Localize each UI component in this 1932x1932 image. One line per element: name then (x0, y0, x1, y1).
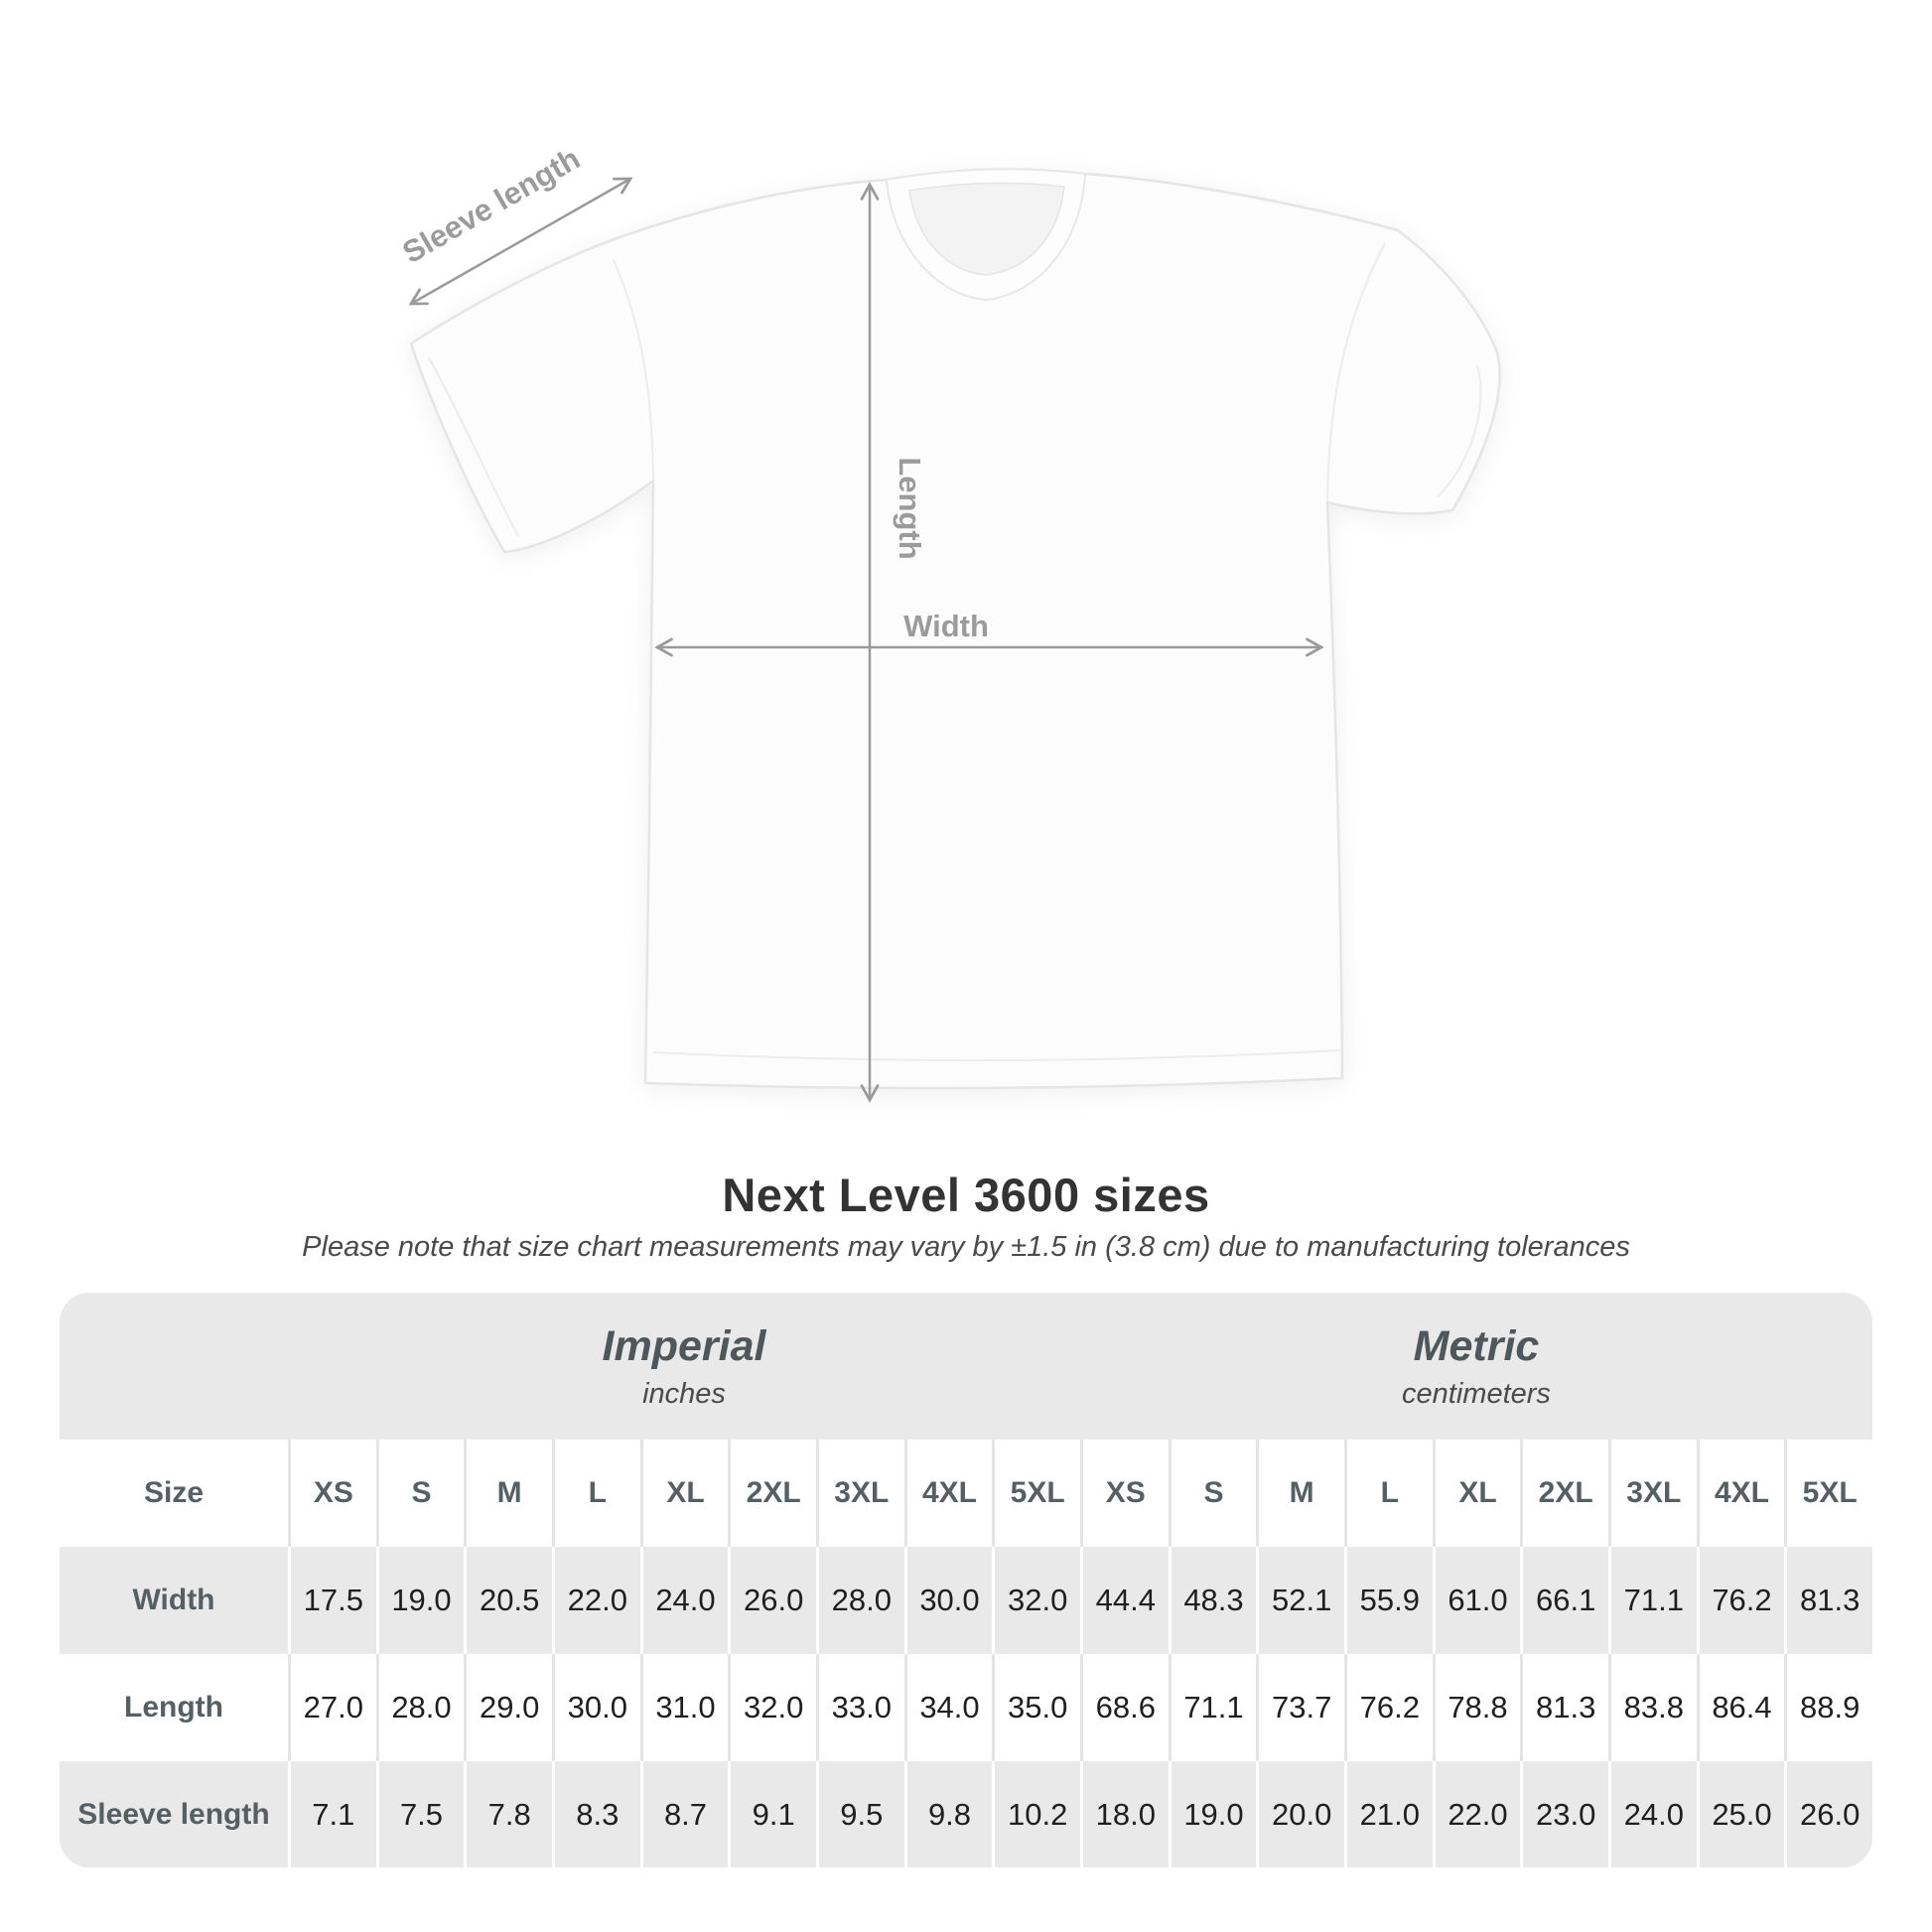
column-header-imperial-xl: XL (640, 1440, 729, 1547)
value-imperial-l: 22.0 (552, 1547, 640, 1654)
value-imperial-3xl: 28.0 (816, 1547, 904, 1654)
value-metric-s: 48.3 (1169, 1547, 1257, 1654)
value-imperial-m: 20.5 (464, 1547, 552, 1654)
value-imperial-s: 7.5 (376, 1761, 465, 1867)
row-label: Sleeve length (77, 1797, 270, 1831)
imperial-unit-label: inches (642, 1377, 726, 1410)
value-imperial-s: 28.0 (376, 1654, 465, 1761)
column-header-metric-m: M (1256, 1440, 1344, 1547)
column-header-metric-s: S (1169, 1440, 1257, 1547)
column-header-imperial-5xl: 5XL (992, 1440, 1080, 1547)
unit-header-row (60, 1293, 1872, 1440)
column-header-imperial-l: L (552, 1440, 640, 1547)
table-row-sleeve-length (60, 1761, 1872, 1867)
column-header-imperial-xs: XS (288, 1440, 376, 1547)
value-imperial-xl: 31.0 (640, 1654, 729, 1761)
value-metric-4xl: 76.2 (1697, 1547, 1785, 1654)
column-header-imperial-2xl: 2XL (728, 1440, 816, 1547)
value-imperial-3xl: 33.0 (816, 1654, 904, 1761)
column-header-metric-5xl: 5XL (1784, 1440, 1872, 1547)
value-metric-xl: 22.0 (1433, 1761, 1521, 1867)
value-metric-xl: 61.0 (1433, 1547, 1521, 1654)
row-label: Width (132, 1584, 215, 1616)
row-label: Length (124, 1691, 223, 1724)
value-imperial-xs: 17.5 (288, 1547, 376, 1654)
column-header-metric-2xl: 2XL (1520, 1440, 1608, 1547)
value-metric-3xl: 24.0 (1608, 1761, 1697, 1867)
value-metric-4xl: 86.4 (1697, 1654, 1785, 1761)
unit-group-metric (1080, 1293, 1872, 1440)
value-metric-m: 73.7 (1256, 1654, 1344, 1761)
value-imperial-l: 30.0 (552, 1654, 640, 1761)
metric-unit-label: centimeters (1402, 1377, 1551, 1410)
value-imperial-4xl: 9.8 (904, 1761, 993, 1867)
value-metric-s: 19.0 (1169, 1761, 1257, 1867)
table-body (60, 1547, 1872, 1867)
column-header-imperial-3xl: 3XL (816, 1440, 904, 1547)
value-metric-xs: 68.6 (1080, 1654, 1169, 1761)
table-row-length (60, 1654, 1872, 1761)
length-label: Length (893, 457, 927, 560)
value-metric-xs: 18.0 (1080, 1761, 1169, 1867)
value-metric-m: 52.1 (1256, 1547, 1344, 1654)
width-label: Width (903, 609, 989, 643)
value-metric-2xl: 66.1 (1520, 1547, 1608, 1654)
value-metric-2xl: 23.0 (1520, 1761, 1608, 1867)
value-imperial-m: 7.8 (464, 1761, 552, 1867)
value-imperial-2xl: 9.1 (728, 1761, 816, 1867)
value-imperial-4xl: 30.0 (904, 1547, 993, 1654)
value-imperial-4xl: 34.0 (904, 1654, 993, 1761)
unit-header-spacer (60, 1293, 288, 1440)
column-header-metric-l: L (1344, 1440, 1433, 1547)
value-imperial-5xl: 35.0 (992, 1654, 1080, 1761)
table-row-width (60, 1547, 1872, 1654)
value-imperial-xl: 8.7 (640, 1761, 729, 1867)
column-header-metric-4xl: 4XL (1697, 1440, 1785, 1547)
value-metric-5xl: 88.9 (1784, 1654, 1872, 1761)
value-metric-2xl: 81.3 (1520, 1654, 1608, 1761)
metric-label: Metric (1413, 1321, 1540, 1370)
value-metric-5xl: 26.0 (1784, 1761, 1872, 1867)
value-imperial-xl: 24.0 (640, 1547, 729, 1654)
page-title: Next Level 3600 sizes (722, 1169, 1210, 1221)
value-metric-l: 55.9 (1344, 1547, 1433, 1654)
column-header-imperial-s: S (376, 1440, 465, 1547)
value-imperial-s: 19.0 (376, 1547, 465, 1654)
value-metric-xl: 78.8 (1433, 1654, 1521, 1761)
column-header-imperial-m: M (464, 1440, 552, 1547)
tolerance-note: Please note that size chart measurements may vary by ±1.5 in (3.8 cm) due to manufacturing tolerances (302, 1231, 1630, 1263)
value-metric-xs: 44.4 (1080, 1547, 1169, 1654)
value-imperial-xs: 27.0 (288, 1654, 376, 1761)
sleeve-length-label: Sleeve length (396, 140, 587, 271)
column-header-metric-3xl: 3XL (1608, 1440, 1697, 1547)
value-metric-m: 20.0 (1256, 1761, 1344, 1867)
column-header-metric-xs: XS (1080, 1440, 1169, 1547)
value-imperial-xs: 7.1 (288, 1761, 376, 1867)
column-header-imperial-4xl: 4XL (904, 1440, 993, 1547)
value-imperial-2xl: 32.0 (728, 1654, 816, 1761)
value-imperial-l: 8.3 (552, 1761, 640, 1867)
value-imperial-5xl: 32.0 (992, 1547, 1080, 1654)
column-header-metric-xl: XL (1433, 1440, 1521, 1547)
value-imperial-3xl: 9.5 (816, 1761, 904, 1867)
value-metric-4xl: 25.0 (1697, 1761, 1785, 1867)
size-chart-table (60, 1293, 1872, 1867)
imperial-label: Imperial (602, 1321, 766, 1370)
value-metric-3xl: 71.1 (1608, 1547, 1697, 1654)
value-metric-l: 21.0 (1344, 1761, 1433, 1867)
value-metric-5xl: 81.3 (1784, 1547, 1872, 1654)
value-metric-3xl: 83.8 (1608, 1654, 1697, 1761)
value-imperial-2xl: 26.0 (728, 1547, 816, 1654)
column-header-size: Size (143, 1476, 205, 1509)
column-header-row (60, 1440, 1872, 1547)
value-imperial-m: 29.0 (464, 1654, 552, 1761)
unit-group-imperial (288, 1293, 1080, 1440)
value-metric-l: 76.2 (1344, 1654, 1433, 1761)
value-imperial-5xl: 10.2 (992, 1761, 1080, 1867)
value-metric-s: 71.1 (1169, 1654, 1257, 1761)
